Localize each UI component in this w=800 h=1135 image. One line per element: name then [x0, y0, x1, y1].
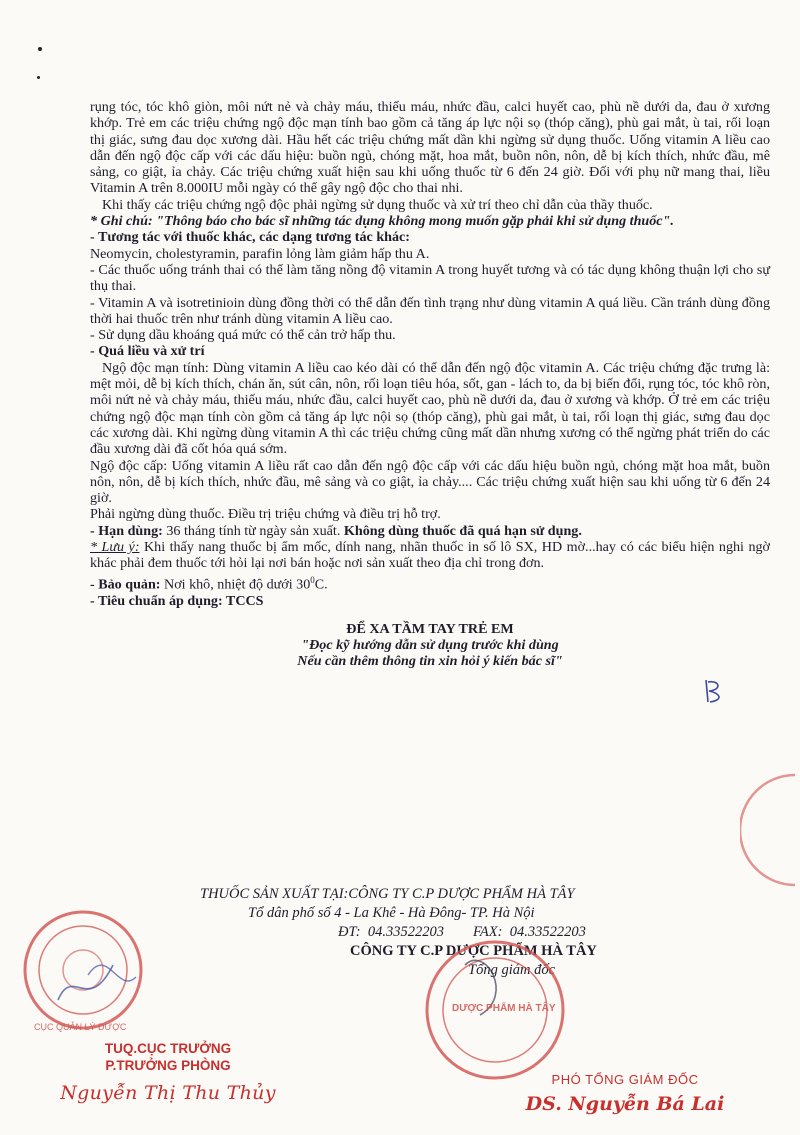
interactions-heading: - Tương tác với thuốc khác, các dạng tương tác khác: — [90, 229, 410, 246]
company-signature-title: CÔNG TY C.P DƯỢC PHẨM HÀ TÂY — [350, 943, 597, 959]
manufacturer-address: Tổ dân phố số 4 - La Khê - Hà Đông- TP. Hà Nội — [248, 905, 535, 921]
storage-text: Nơi khô, nhiệt độ dưới 30 — [160, 576, 311, 593]
scan-speck — [37, 76, 40, 79]
interaction-item: - Vitamin A và isotretinioin dùng đồng thời có thể dẫn đến tình trạng như dùng vitamin A quá liều. Cần tránh dùng đồng thời hai thuốc trên như tránh dùng vitamin A liều cao. — [90, 294, 770, 327]
right-stamp-text: DƯỢC PHẨM HÀ TÂY — [452, 1003, 556, 1014]
left-stamp-text: CỤC QUẢN LÝ DƯỢC — [34, 1022, 127, 1032]
right-signature-title: PHÓ TỔNG GIÁM ĐỐC — [551, 1072, 699, 1087]
read-instructions-warning: "Đọc kỹ hướng dẫn sử dụng trước khi dùng — [301, 637, 559, 654]
caution-label: * Lưu ý: — [90, 539, 140, 556]
storage-superscript: 0 — [310, 574, 315, 585]
note-paragraph: * Ghi chú: "Thông báo cho bác sĩ những tác dụng không mong muốn gặp phải khi sử dụng thuốc". — [90, 213, 674, 230]
manufacturer-name: THUỐC SẢN XUẤT TẠI:CÔNG TY C.P DƯỢC PHẨM HÀ TÂY — [200, 886, 575, 902]
interaction-item: - Sử dụng dầu khoáng quá mức có thể cản trở hấp thu. — [90, 327, 396, 344]
left-signature-block — [58, 1040, 278, 1104]
scan-speck — [38, 47, 42, 51]
caution-line — [90, 539, 770, 572]
interaction-item: Neomycin, cholestyramin, parafin lỏng làm giảm hấp thu A. — [90, 245, 430, 262]
left-official-stamp — [18, 905, 148, 1035]
standard-line — [90, 593, 770, 609]
director-title: Tổng giám đốc — [468, 962, 555, 978]
storage-label: - Bảo quản: — [90, 576, 161, 593]
shelf-life-label: - Hạn dùng: — [90, 522, 163, 539]
shelf-life-warning: Không dùng thuốc đã quá hạn sử dụng. — [343, 522, 582, 539]
handwritten-initial — [700, 676, 730, 706]
standard-label: - Tiêu chuẩn áp dụng: — [90, 592, 223, 609]
right-signature-name: DS. Nguyễn Bá Lai — [525, 1093, 725, 1115]
caution-text: Khi thấy nang thuốc bị ẩm mốc, dính nang, nhãn thuốc in số lô SX, HD mờ...hay có các biểu hiện nghi ngờ khác phải đem thuốc tới hỏi lại nơi bán hoặc nơi sản xuất theo địa chỉ trong đơn. — [90, 539, 770, 572]
acute-poisoning-paragraph: Ngộ độc cấp: Uống vitamin A liều rất cao dẫn đến ngộ độc cấp với các dấu hiệu buồn ngủ, chóng mặt hoa mắt, buồn nôn, nôn, dễ bị kích thích, nhức đầu, mê sảng và co giật, ỉa chảy.... Các triệu chứng xuất hiện sau khi uống từ 6 đến 24 giờ. — [90, 457, 770, 507]
interaction-item: - Các thuốc uống tránh thai có thể làm tăng nồng độ vitamin A trong huyết tương và có tác dụng không thuận lợi cho sự thụ thai. — [90, 261, 770, 295]
adverse-effects-paragraph: rụng tóc, tóc khô giòn, môi nứt nẻ và chảy máu, thiếu máu, nhức đầu, calci huyết cao, phù nề dưới da, đau ở xương khớp. Trẻ em các triệu chứng ngộ độc mạn tính bao gồm cả tăng áp lực nội sọ (thóp căng), phù gai mắt, ù tai, rối loạn thị giác, sưng đau dọc xương dài. Hầu hết các triệu chứng mất dần khi ngừng sử dụng thuốc. Uống vitamin A liều cao dẫn đến ngộ độc cấp với các dấu hiệu: buồn ngủ, chóng mặt, hoa mắt, buồn nôn, nôn, dễ bị kích thích, nhức đầu, mê sảng, co giật, ỉa chảy. Các triệu chứng xuất hiện sau khi uống thuốc từ 6 đến 24 giờ. Đối với phụ nữ mang thai, liều Vitamin A trên 8.000IU mỗi ngày có thể gây ngộ độc cho thai nhi. — [90, 99, 770, 197]
storage-unit: C. — [314, 576, 328, 593]
standard-text: TCCS — [222, 592, 264, 609]
treatment-paragraph: Phải ngừng dùng thuốc. Điều trị triệu chứng và điều trị hỗ trợ. — [90, 506, 441, 523]
shelf-life-line — [90, 523, 770, 539]
overdose-advice-paragraph: Khi thấy các triệu chứng ngộ độc phải ngừng sử dụng thuốc và xử trí theo chỉ dẫn của thầy thuốc. — [102, 196, 653, 213]
chronic-poisoning-paragraph: Ngộ độc mạn tính: Dùng vitamin A liều cao kéo dài có thể dẫn đến ngộ độc vitamin A. Các triệu chứng đặc trưng là: mệt mỏi, dễ bị kích thích, chán ăn, sút cân, nôn, rối loạn tiêu hóa, sốt, gan - lách to, da bị biến đổi, rụng tóc, tóc khô ròn, môi nứt nẻ và chảy máu, thiếu máu, nhức đầu, calci huyết cao, phù nề dưới da, đau ở xương và khớp. Ở trẻ em các triệu chứng ngộ độc mạn tính còn gồm cả tăng áp lực nội sọ (thóp căng), phù gai mắt, ù tai, rối loạn thị giác, sưng đau dọc các xương dài. Khi ngừng dùng vitamin A thì các triệu chứng cũng mất dần nhưng xương có thể ngừng phát triển do các đầu xương dài đã cốt hóa quá sớm. — [90, 359, 770, 458]
leaflet-body — [90, 99, 770, 670]
partial-stamp-edge — [740, 770, 800, 890]
left-signature-name: Nguyễn Thị Thu Thủy — [60, 1082, 276, 1104]
keep-away-warning: ĐỂ XA TẦM TAY TRẺ EM — [346, 620, 514, 637]
right-signature-block — [510, 1072, 740, 1115]
overdose-heading: - Quá liều và xử trí — [90, 343, 205, 360]
manufacturer-phone: ĐT: 04.33522203 FAX: 04.33522203 — [338, 924, 586, 940]
left-signature-title: TUQ.CỤC TRƯỞNG — [104, 1041, 232, 1056]
shelf-life-text: 36 tháng tính từ ngày sản xuất. — [162, 522, 344, 539]
ask-doctor-warning: Nếu cần thêm thông tin xin hỏi ý kiến bác sĩ" — [297, 653, 563, 670]
storage-line — [90, 572, 770, 593]
left-signature-subtitle: P.TRƯỞNG PHÒNG — [105, 1058, 231, 1073]
